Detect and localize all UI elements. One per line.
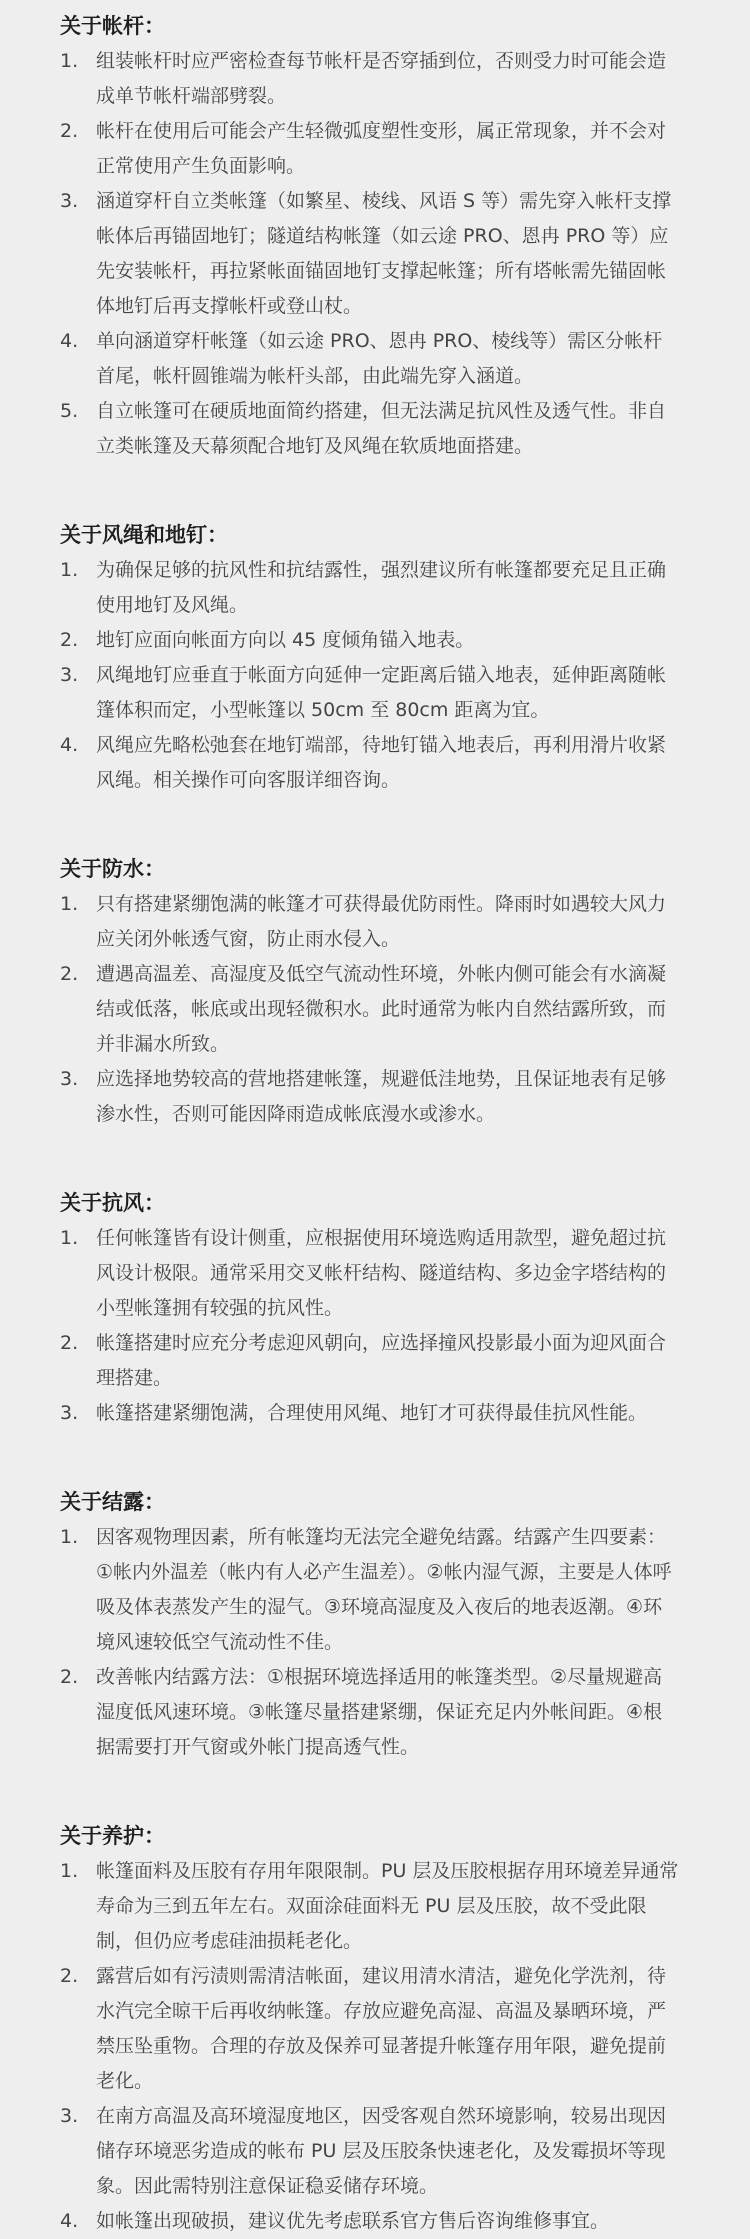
item-number: 3.: [60, 1068, 79, 1090]
item-number: 2.: [60, 120, 79, 142]
list-item: [60, 957, 680, 1062]
item-text: 遭遇高温差、高湿度及低空气流动性环境，外帐内侧可能会有水滴凝结或低落，帐底或出现轻微积水。此时通常为帐内自然结露所致，而并非漏水所致。: [96, 963, 667, 1055]
item-text: 地钉应面向帐面方向以 45 度倾角锚入地表。: [96, 629, 475, 651]
item-number: 1.: [60, 1526, 79, 1548]
item-number: 3.: [60, 2105, 79, 2127]
section-guylines-stakes: [60, 519, 680, 798]
list-item: [60, 1660, 680, 1765]
item-text: 风绳地钉应垂直于帐面方向延伸一定距离后锚入地表，延伸距离随帐篷体积而定，小型帐篷以 50cm 至 80cm 距离为宜。: [96, 664, 667, 721]
item-text: 任何帐篷皆有设计侧重，应根据使用环境选购适用款型，避免超过抗风设计极限。通常采用交叉帐杆结构、隧道结构、多边金字塔结构的小型帐篷拥有较强的抗风性。: [96, 1227, 667, 1319]
list-item: [60, 2099, 680, 2204]
list-item: [60, 1854, 680, 1959]
item-text: 改善帐内结露方法：①根据环境选择适用的帐篷类型。②尽量规避高湿度低风速环境。③帐篷尽量搭建紧绷，保证充足内外帐间距。④根据需要打开气窗或外帐门提高透气性。: [96, 1666, 663, 1758]
section-title: 关于结露：: [60, 1490, 165, 1514]
item-text: 为确保足够的抗风性和抗结露性，强烈建议所有帐篷都要充足且正确使用地钉及风绳。: [96, 559, 667, 616]
list-item: [60, 1221, 680, 1326]
list-item: [60, 44, 680, 114]
item-number: 3.: [60, 1402, 79, 1424]
item-text: 在南方高温及高环境湿度地区，因受客观自然环境影响，较易出现因储存环境恶劣造成的帐布 PU 层及压胶条快速老化，及发霉损坏等现象。因此需特别注意保证稳妥储存环境。: [96, 2105, 667, 2197]
section-windproof: [60, 1187, 680, 1431]
section-title: 关于风绳和地钉：: [60, 523, 228, 547]
list-item: [60, 114, 680, 184]
section-waterproof: [60, 853, 680, 1132]
item-number: 2.: [60, 1965, 79, 1987]
item-text: 帐杆在使用后可能会产生轻微弧度塑性变形，属正常现象，并不会对正常使用产生负面影响。: [96, 120, 667, 177]
item-text: 组装帐杆时应严密检查每节帐杆是否穿插到位，否则受力时可能会造成单节帐杆端部劈裂。: [96, 50, 667, 107]
item-text: 应选择地势较高的营地搭建帐篷，规避低洼地势，且保证地表有足够渗水性，否则可能因降雨造成帐底漫水或渗水。: [96, 1068, 667, 1125]
list-item: [60, 2204, 680, 2239]
list-item: [60, 1959, 680, 2099]
item-number: 1.: [60, 559, 79, 581]
list-item: [60, 658, 680, 728]
item-number: 4.: [60, 2210, 79, 2232]
item-number: 4.: [60, 734, 79, 756]
list-item: [60, 1326, 680, 1396]
item-text: 如帐篷出现破损，建议优先考虑联系官方售后咨询维修事宜。: [96, 2210, 610, 2232]
list-item: [60, 324, 680, 394]
item-text: 涵道穿杆自立类帐篷（如繁星、棱线、风语 S 等）需先穿入帐杆支撑帐体后再锚固地钉；隧道结构帐篷（如云途 PRO、恩冉 PRO 等）应先安装帐杆，再拉紧帐面锚固地钉支撑起帐篷；所有塔帐需先锚固帐体地钉后再支撑帐杆或登山杖。: [96, 190, 672, 317]
list-item: [60, 1062, 680, 1132]
item-number: 1.: [60, 1227, 79, 1249]
item-number: 5.: [60, 400, 79, 422]
item-number: 3.: [60, 190, 79, 212]
item-number: 2.: [60, 629, 79, 651]
item-text: 帐篷搭建紧绷饱满，合理使用风绳、地钉才可获得最佳抗风性能。: [96, 1402, 648, 1424]
item-text: 帐篷搭建时应充分考虑迎风朝向，应选择撞风投影最小面为迎风面合理搭建。: [96, 1332, 667, 1389]
item-text: 帐篷面料及压胶有存用年限限制。PU 层及压胶根据存用环境差异通常寿命为三到五年左右。双面涂硅面料无 PU 层及压胶，故不受此限制，但仍应考虑硅油损耗老化。: [96, 1860, 679, 1952]
item-text: 只有搭建紧绷饱满的帐篷才可获得最优防雨性。降雨时如遇较大风力应关闭外帐透气窗，防止雨水侵入。: [96, 893, 667, 950]
section-title: 关于防水：: [60, 857, 165, 881]
item-text: 露营后如有污渍则需清洁帐面，建议用清水清洁，避免化学洗剂，待水汽完全晾干后再收纳帐篷。存放应避免高湿、高温及暴晒环境，严禁压坠重物。合理的存放及保养可显著提升帐篷存用年限，避免提前老化。: [96, 1965, 667, 2092]
item-text: 风绳应先略松弛套在地钉端部，待地钉锚入地表后，再利用滑片收紧风绳。相关操作可向客服详细咨询。: [96, 734, 667, 791]
list-item: [60, 184, 680, 324]
list-item: [60, 728, 680, 798]
section-title: 关于养护：: [60, 1824, 165, 1848]
section-condensation: [60, 1486, 680, 1765]
item-number: 1.: [60, 893, 79, 915]
item-number: 3.: [60, 664, 79, 686]
section-title: 关于帐杆：: [60, 14, 165, 38]
list-item: [60, 887, 680, 957]
list-item: [60, 623, 680, 658]
item-number: 1.: [60, 1860, 79, 1882]
item-number: 2.: [60, 1332, 79, 1354]
item-number: 2.: [60, 963, 79, 985]
item-text: 自立帐篷可在硬质地面简约搭建，但无法满足抗风性及透气性。非自立类帐篷及天幕须配合地钉及风绳在软质地面搭建。: [96, 400, 667, 457]
list-item: [60, 1396, 680, 1431]
item-text: 单向涵道穿杆帐篷（如云途 PRO、恩冉 PRO、棱线等）需区分帐杆首尾，帐杆圆锥端为帐杆头部，由此端先穿入涵道。: [96, 330, 663, 387]
section-tent-poles: [60, 10, 680, 464]
section-maintenance: [60, 1820, 680, 2239]
list-item: [60, 1520, 680, 1660]
list-item: [60, 553, 680, 623]
list-item: [60, 394, 680, 464]
item-number: 2.: [60, 1666, 79, 1688]
item-number: 1.: [60, 50, 79, 72]
section-title: 关于抗风：: [60, 1191, 165, 1215]
item-text: 因客观物理因素，所有帐篷均无法完全避免结露。结露产生四要素：①帐内外温差（帐内有人必产生温差）。②帐内湿气源，主要是人体呼吸及体表蒸发产生的湿气。③环境高湿度及入夜后的地表返潮。④环境风速较低空气流动性不佳。: [96, 1526, 672, 1653]
item-number: 4.: [60, 330, 79, 352]
